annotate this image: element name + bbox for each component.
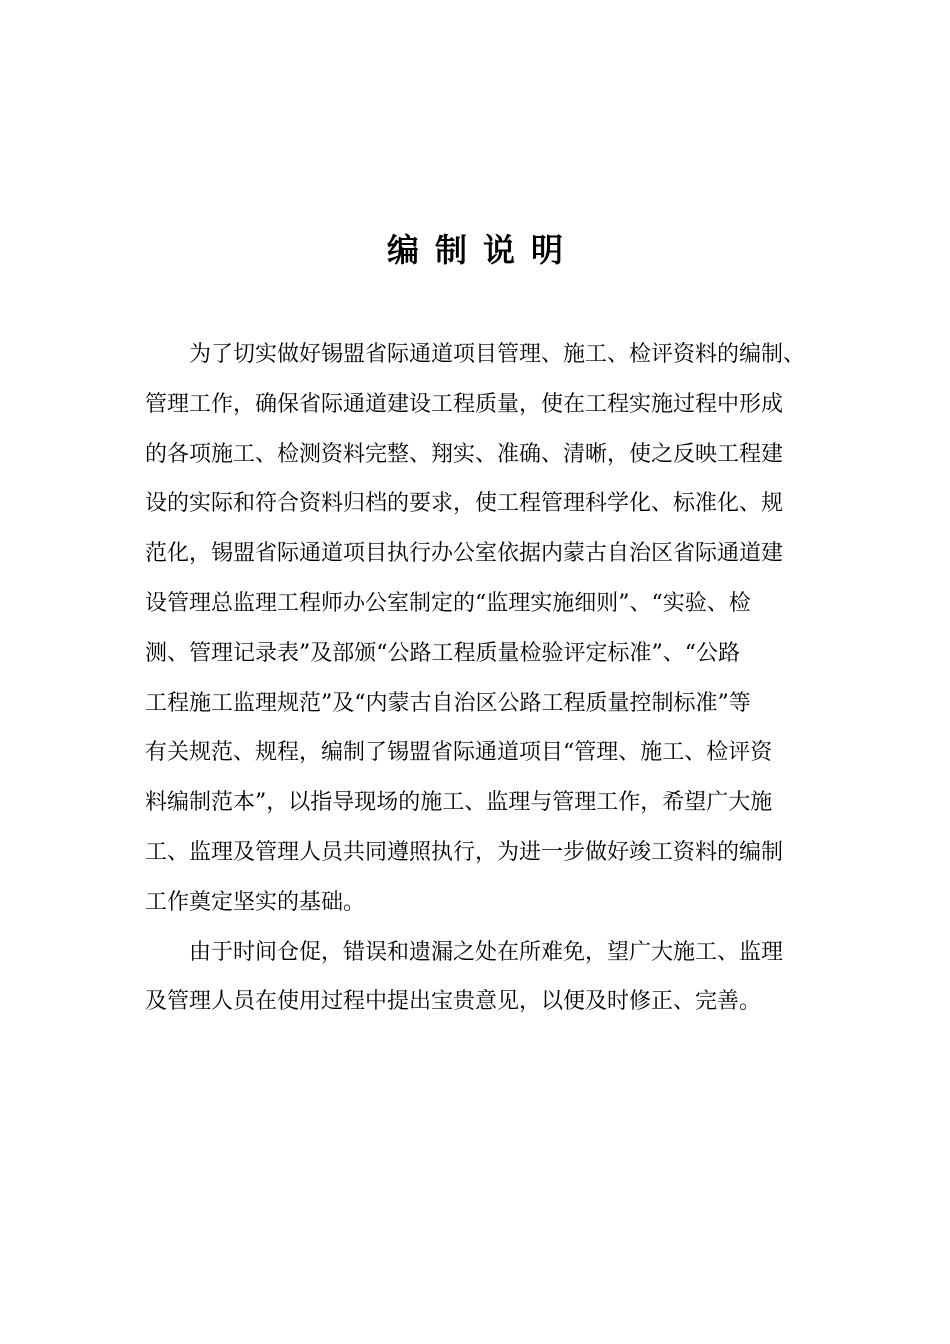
text-line: 为了切实做好锡盟省际通道项目管理、施工、检评资料的编制、 <box>189 342 806 367</box>
text-line: 有关规范、规程，编制了锡盟省际通道项目“管理、施工、检评资 <box>145 740 773 766</box>
text-line: 由于时间仓促，错误和遗漏之处在所难免，望广大施工、监理 <box>189 939 784 965</box>
text-line: 及管理人员在使用过程中提出宝贵意见，以便及时修正、完善。 <box>145 989 762 1015</box>
text-line: 设管理总监理工程师办公室制定的“监理实施细则”、“实验、检 <box>145 590 751 616</box>
text-line: 范化，锡盟省际通道项目执行办公室依据内蒙古自治区省际通道建 <box>145 541 784 567</box>
text-line: 测、管理记录表”及部颁“公路工程质量检验评定标准”、“公路 <box>145 640 740 666</box>
paragraph-1 <box>145 330 810 928</box>
text-line: 工作奠定坚实的基础。 <box>145 889 366 915</box>
text-line: 料编制范本”，以指导现场的施工、监理与管理工作，希望广大施 <box>145 790 773 816</box>
page-title: 编制说明 <box>386 231 579 269</box>
text-line: 管理工作，确保省际通道建设工程质量，使在工程实施过程中形成 <box>145 391 784 417</box>
paragraph-2 <box>145 928 810 1028</box>
document-body <box>145 330 810 1027</box>
text-line: 设的实际和符合资料归档的要求，使工程管理科学化、标准化、规 <box>145 491 784 517</box>
text-line: 工、监理及管理人员共同遵照执行，为进一步做好竣工资料的编制 <box>145 839 784 865</box>
text-line: 的各项施工、检测资料完整、翔实、准确、清晰，使之反映工程建 <box>145 441 784 467</box>
text-line: 工程施工监理规范”及“内蒙古自治区公路工程质量控制标准”等 <box>145 690 751 716</box>
